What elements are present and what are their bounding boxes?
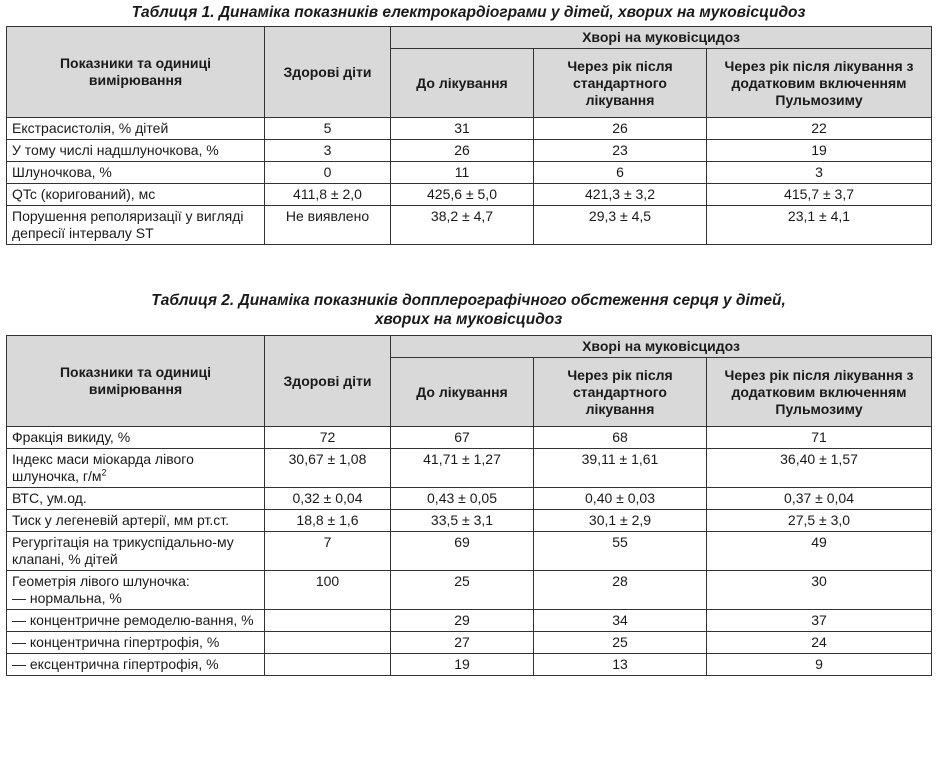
table-row — [7, 184, 932, 206]
header-pulmozyme: Через рік після лікування з додатковим включенням Пульмозиму — [707, 358, 932, 427]
table-row — [7, 654, 932, 676]
cell-before: 41,71 ± 1,27 — [391, 449, 534, 488]
cell-pulmozyme: 19 — [707, 140, 932, 162]
cell-pulmozyme: 24 — [707, 632, 932, 654]
cell-healthy: 3 — [265, 140, 391, 162]
cell-pulmozyme: 3 — [707, 162, 932, 184]
header-patients-group: Хворі на муковісцидоз — [391, 27, 932, 49]
table-row — [7, 118, 932, 140]
cell-standard: 34 — [534, 610, 707, 632]
cell-healthy: 72 — [265, 427, 391, 449]
cell-before: 11 — [391, 162, 534, 184]
cell-healthy: 100 — [265, 571, 391, 610]
cell-standard: 28 — [534, 571, 707, 610]
header-healthy: Здорові діти — [265, 27, 391, 118]
cell-pulmozyme: 23,1 ± 4,1 — [707, 206, 932, 245]
cell-pulmozyme: 37 — [707, 610, 932, 632]
row-label-text: — ексцентрична гіпертрофія, % — [12, 656, 219, 672]
cell-pulmozyme: 71 — [707, 427, 932, 449]
cell-pulmozyme: 22 — [707, 118, 932, 140]
row-label-text: Шлуночкова, % — [12, 164, 112, 180]
cell-standard: 421,3 ± 3,2 — [534, 184, 707, 206]
header-patients-group: Хворі на муковісцидоз — [391, 336, 932, 358]
cell-healthy: 0 — [265, 162, 391, 184]
row-label-text: Геометрія лівого шлуночка: — [12, 573, 190, 589]
cell-pulmozyme: 30 — [707, 571, 932, 610]
row-label-text: Тиск у легеневій артерії, мм рт.ст. — [12, 512, 229, 528]
cell-before: 67 — [391, 427, 534, 449]
row-label-text-2: — нормальна, % — [12, 590, 122, 606]
cell-before: 29 — [391, 610, 534, 632]
cell-healthy: 411,8 ± 2,0 — [265, 184, 391, 206]
table1-caption: Таблиця 1. Динаміка показників електрокардіограми у дітей, хворих на муковісцидоз — [131, 4, 806, 21]
row-label — [7, 488, 265, 510]
cell-pulmozyme: 9 — [707, 654, 932, 676]
cell-before: 31 — [391, 118, 534, 140]
cell-standard: 29,3 ± 4,5 — [534, 206, 707, 245]
row-label-text: Фракція викиду, % — [12, 429, 131, 445]
cell-standard: 26 — [534, 118, 707, 140]
row-label — [7, 610, 265, 632]
row-label-text: Регургітація на трикуспідально-му клапані, % дітей — [12, 534, 234, 567]
table-row — [7, 510, 932, 532]
row-label — [7, 449, 265, 488]
cell-before: 69 — [391, 532, 534, 571]
row-label-text: — концентрична гіпертрофія, % — [12, 634, 220, 650]
cell-healthy: 7 — [265, 532, 391, 571]
row-label-text: Порушення реполяризації у вигляді депресії інтервалу ST — [12, 208, 244, 241]
header-standard: Через рік після стандартного лікування — [534, 49, 707, 118]
row-label — [7, 654, 265, 676]
ecg-table — [6, 26, 932, 245]
cell-healthy — [265, 632, 391, 654]
cell-before: 38,2 ± 4,7 — [391, 206, 534, 245]
cell-before: 26 — [391, 140, 534, 162]
header-before: До лікування — [391, 49, 534, 118]
header-standard: Через рік після стандартного лікування — [534, 358, 707, 427]
cell-pulmozyme: 36,40 ± 1,57 — [707, 449, 932, 488]
cell-pulmozyme: 27,5 ± 3,0 — [707, 510, 932, 532]
header-indicator: Показники та одиниці вимірювання — [7, 27, 265, 118]
cell-healthy — [265, 654, 391, 676]
cell-before: 425,6 ± 5,0 — [391, 184, 534, 206]
cell-standard: 68 — [534, 427, 707, 449]
cell-standard: 55 — [534, 532, 707, 571]
row-label-superscript: 2 — [101, 467, 107, 478]
table-row — [7, 488, 932, 510]
table2-caption — [0, 291, 937, 329]
cell-pulmozyme: 415,7 ± 3,7 — [707, 184, 932, 206]
table-row — [7, 162, 932, 184]
cell-pulmozyme: 49 — [707, 532, 932, 571]
cell-healthy: 0,32 ± 0,04 — [265, 488, 391, 510]
row-label — [7, 532, 265, 571]
row-label-text: Індекс маси міокарда лівого шлуночка, г/м — [12, 451, 194, 484]
table-row — [7, 532, 932, 571]
table2-caption-line1: Таблиця 2. Динаміка показників допплерографічного обстеження серця у дітей, — [151, 292, 786, 309]
row-label — [7, 571, 265, 610]
row-label-text: Екстрасистолія, % дітей — [12, 120, 169, 136]
cell-before: 19 — [391, 654, 534, 676]
header-pulmozyme: Через рік після лікування з додатковим включенням Пульмозиму — [707, 49, 932, 118]
cell-healthy: 5 — [265, 118, 391, 140]
cell-standard: 30,1 ± 2,9 — [534, 510, 707, 532]
row-label — [7, 118, 265, 140]
cell-healthy: 30,67 ± 1,08 — [265, 449, 391, 488]
row-label — [7, 510, 265, 532]
header-indicator: Показники та одиниці вимірювання — [7, 336, 265, 427]
row-label-text: ВТС, ум.од. — [12, 490, 87, 506]
table2-caption-line2: хворих на муковісцидоз — [374, 311, 563, 328]
cell-standard: 23 — [534, 140, 707, 162]
cell-healthy: 18,8 ± 1,6 — [265, 510, 391, 532]
header-healthy: Здорові діти — [265, 336, 391, 427]
cell-before: 0,43 ± 0,05 — [391, 488, 534, 510]
row-label-text: QTc (коригований), мс — [12, 186, 156, 202]
row-label — [7, 632, 265, 654]
table-row — [7, 206, 932, 245]
row-label-text: У тому числі надшлуночкова, % — [12, 142, 219, 158]
cell-standard: 25 — [534, 632, 707, 654]
row-label — [7, 427, 265, 449]
header-before: До лікування — [391, 358, 534, 427]
cell-standard: 13 — [534, 654, 707, 676]
cell-standard: 0,40 ± 0,03 — [534, 488, 707, 510]
table-row — [7, 610, 932, 632]
cell-healthy: Не виявлено — [265, 206, 391, 245]
cell-standard: 39,11 ± 1,61 — [534, 449, 707, 488]
cell-before: 33,5 ± 3,1 — [391, 510, 534, 532]
table-row — [7, 427, 932, 449]
row-label-text: — концентричне ремоделю-вання, % — [12, 612, 254, 628]
row-label — [7, 162, 265, 184]
table-row — [7, 571, 932, 610]
doppler-table — [6, 335, 932, 676]
row-label — [7, 140, 265, 162]
row-label — [7, 184, 265, 206]
table-row — [7, 632, 932, 654]
cell-pulmozyme: 0,37 ± 0,04 — [707, 488, 932, 510]
cell-standard: 6 — [534, 162, 707, 184]
cell-before: 25 — [391, 571, 534, 610]
cell-healthy — [265, 610, 391, 632]
table-row — [7, 140, 932, 162]
table-row — [7, 449, 932, 488]
row-label — [7, 206, 265, 245]
cell-before: 27 — [391, 632, 534, 654]
